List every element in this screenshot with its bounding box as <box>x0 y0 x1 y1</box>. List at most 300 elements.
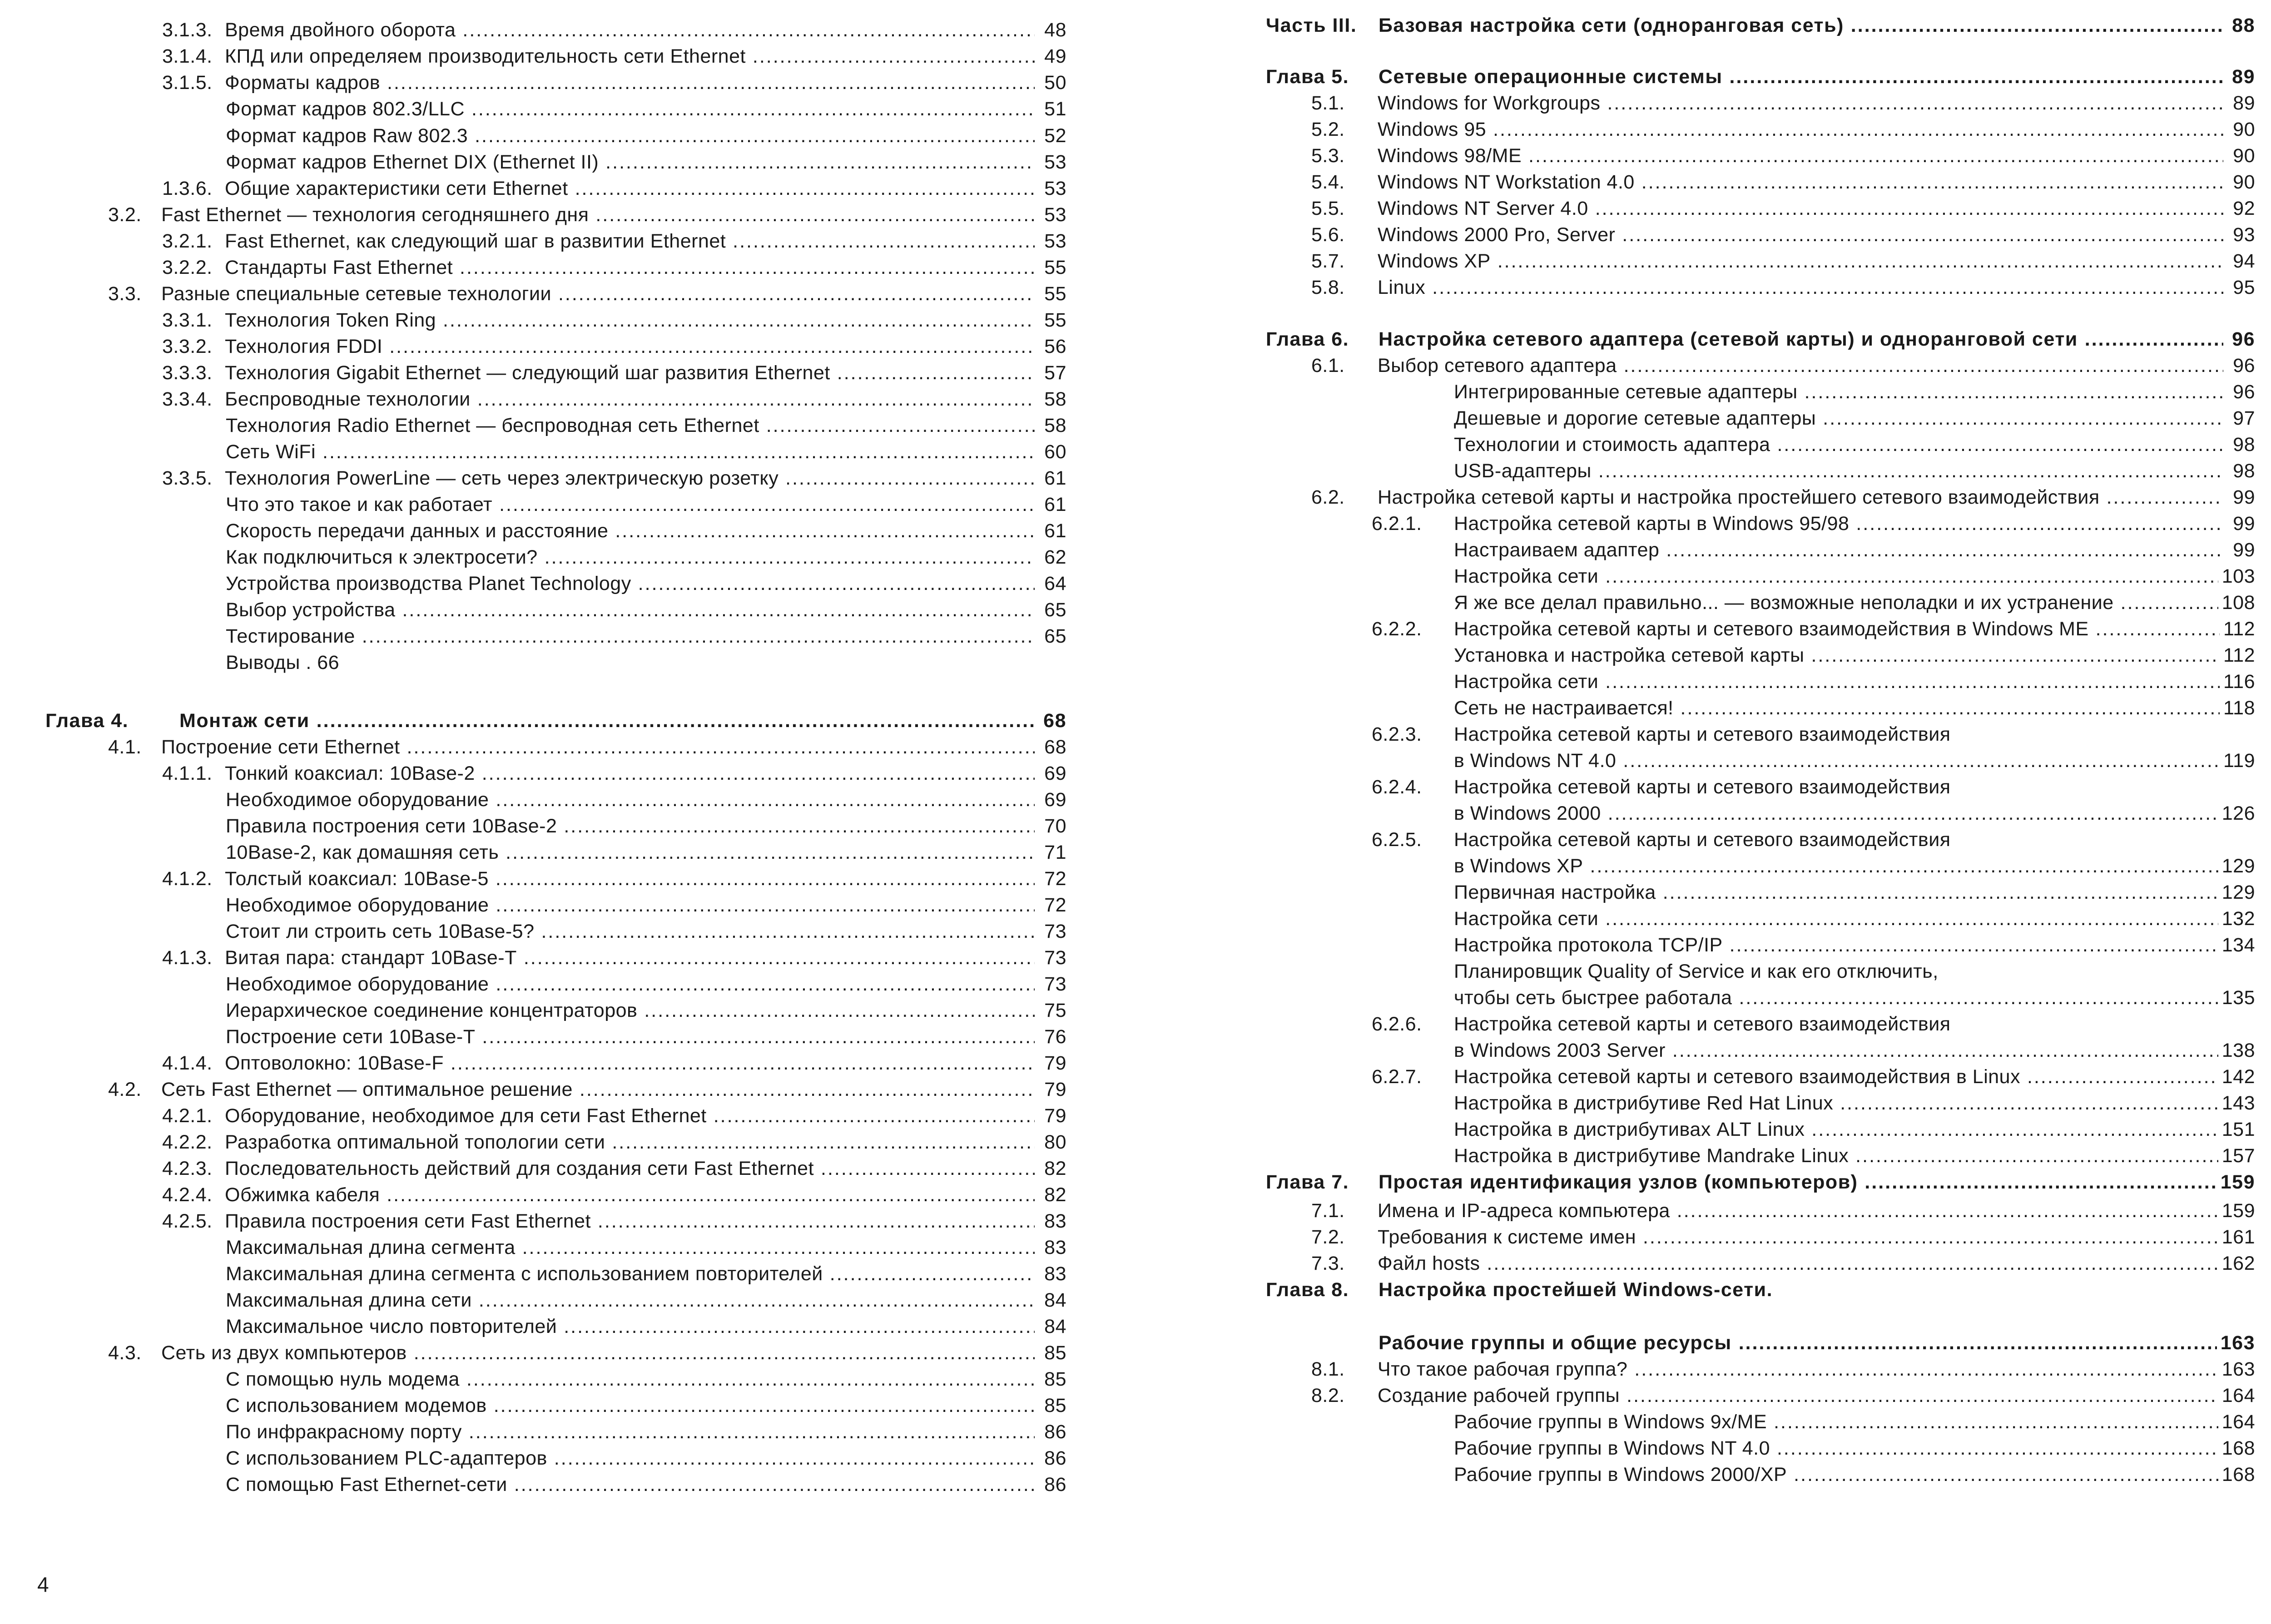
left-toc-entry <box>0 1103 1165 1129</box>
entry-page-number: 83 <box>1041 1208 1066 1234</box>
left-toc-entry <box>0 1313 1165 1340</box>
left-toc-entry <box>0 439 1165 465</box>
entry-page-number: 71 <box>1041 839 1066 866</box>
left-toc-entry <box>0 254 1165 281</box>
entry-title: Стандарты Fast Ethernet ..... <box>225 254 1035 281</box>
left-toc-entry <box>0 123 1165 149</box>
entry-page-number: 53 <box>1041 149 1066 175</box>
entry-title-wrap <box>225 69 1035 96</box>
entry-page-number: 65 <box>1041 623 1066 649</box>
entry-page-number: 52 <box>1041 123 1066 149</box>
right-toc-entry <box>1165 90 2271 116</box>
entry-title-wrap <box>225 43 1035 69</box>
entry-page-number: 99 <box>2229 510 2255 537</box>
left-toc-entry <box>0 997 1165 1024</box>
left-toc-entry <box>0 570 1165 597</box>
entry-page-number: 73 <box>1041 971 1066 997</box>
entry-page-number: 72 <box>1041 866 1066 892</box>
entry-title-wrap <box>1454 1435 2223 1461</box>
entry-page-number: 85 <box>1041 1340 1066 1366</box>
left-toc-entry <box>0 1234 1165 1261</box>
entry-title-wrap <box>1454 827 2223 853</box>
entry-page-number: 112 <box>2220 616 2255 642</box>
entry-title: Настройка сети ..... <box>1454 906 2223 932</box>
entry-page-number: 61 <box>1041 491 1066 518</box>
left-toc-entry <box>0 1366 1165 1392</box>
entry-title-wrap <box>1378 1356 2223 1382</box>
left-toc-entry <box>0 734 1165 760</box>
entry-page-number: 85 <box>1041 1392 1066 1419</box>
right-toc-entry <box>1165 484 2271 510</box>
entry-number: 5.6. <box>1311 224 1345 246</box>
entry-page-number: 55 <box>1041 254 1066 281</box>
entry-page-number: 118 <box>2220 695 2255 721</box>
right-toc-entry <box>1165 64 2271 90</box>
entry-title: Витая пара: стандарт 10Base-T ..... <box>225 945 1035 971</box>
left-toc-entry <box>0 787 1165 813</box>
right-toc-entry <box>1165 510 2271 537</box>
entry-number: 6.2. <box>1311 486 1345 508</box>
entry-title-wrap <box>1454 1143 2223 1169</box>
left-toc-entry <box>0 866 1165 892</box>
entry-page-number: 116 <box>2220 668 2255 695</box>
entry-title-wrap <box>225 386 1035 412</box>
left-toc-entry <box>0 1182 1165 1208</box>
left-toc-entry <box>0 597 1165 623</box>
left-toc-entry <box>0 69 1165 96</box>
right-toc-entry <box>1165 721 2271 748</box>
entry-page-number: 99 <box>2229 537 2255 563</box>
entry-title: Настройка сетевой карты в Windows 95/98 ..... <box>1454 510 2223 537</box>
entry-number: 3.2.2. <box>162 257 213 278</box>
entry-title: Настройка сетевой карты и настройка простейшего сетевого взаимодействия ..... <box>1378 484 2223 510</box>
left-toc-entry <box>0 1208 1165 1234</box>
entry-title-wrap <box>226 892 1035 918</box>
entry-title-wrap <box>1378 1277 2223 1303</box>
entry-title-wrap <box>225 175 1035 202</box>
entry-number: 5.3. <box>1311 145 1345 167</box>
entry-title-wrap <box>1378 12 2223 39</box>
left-toc-entry <box>0 1129 1165 1155</box>
left-toc-entry <box>0 465 1165 491</box>
entry-title-wrap <box>225 17 1035 43</box>
entry-number: Часть III. <box>1266 15 1357 36</box>
entry-page-number: 69 <box>1041 760 1066 787</box>
entry-title: Рабочие группы и общие ресурсы ..... <box>1378 1330 2223 1356</box>
entry-page-number: 112 <box>2220 642 2255 668</box>
entry-title: Создание рабочей группы ..... <box>1378 1382 2223 1409</box>
entry-title-wrap <box>1378 326 2223 352</box>
entry-title-wrap <box>226 1392 1035 1419</box>
entry-title: Настройка сетевой карты и сетевого взаимодействия <box>1454 1013 1951 1035</box>
left-toc-entry <box>0 1076 1165 1103</box>
entry-title-wrap <box>179 708 1035 734</box>
entry-title-wrap <box>225 866 1035 892</box>
entry-page-number: 55 <box>1041 307 1066 333</box>
entry-title-wrap <box>1378 1250 2223 1277</box>
entry-page-number: 64 <box>1041 570 1066 597</box>
entry-page-number: 96 <box>2228 326 2255 352</box>
right-toc-entry <box>1165 616 2271 642</box>
entry-title: Максимальная длина сегмента ..... <box>226 1234 1035 1261</box>
entry-page-number: 82 <box>1041 1182 1066 1208</box>
entry-title-wrap <box>1454 1409 2223 1435</box>
entry-page-number: 98 <box>2229 431 2255 458</box>
entry-title-wrap <box>226 96 1035 122</box>
entry-title-wrap <box>226 1287 1035 1313</box>
entry-title: Сеть Fast Ethernet — оптимальное решение ..... <box>161 1076 1035 1103</box>
right-toc-entry <box>1165 668 2271 695</box>
entry-title: Интегрированные сетевые адаптеры ..... <box>1454 379 2223 405</box>
entry-page-number: 159 <box>2217 1169 2255 1195</box>
entry-page-number: 57 <box>1041 360 1066 386</box>
left-toc-entry <box>0 1155 1165 1182</box>
entry-title: Иерархическое соединение концентраторов ..... <box>226 997 1035 1024</box>
entry-number: 5.8. <box>1311 277 1345 298</box>
entry-page-number: 79 <box>1041 1103 1066 1129</box>
entry-page-number: 92 <box>2229 195 2255 222</box>
entry-title: Сеть не настраивается! ..... <box>1454 695 2223 721</box>
entry-title: Время двойного оборота ..... <box>225 17 1035 43</box>
entry-title-wrap <box>226 570 1035 597</box>
right-toc-entry <box>1165 1011 2271 1037</box>
entry-title: Что это такое и как работает ..... <box>226 491 1035 518</box>
entry-title-wrap <box>1454 616 2223 642</box>
entry-number: 7.2. <box>1311 1226 1345 1248</box>
entry-page-number: 161 <box>2218 1224 2255 1250</box>
entry-page-number: 53 <box>1041 202 1066 228</box>
entry-title: Настройка сетевой карты и сетевого взаимодействия <box>1454 776 1951 798</box>
entry-number: 3.1.3. <box>162 19 213 41</box>
entry-page-number: 86 <box>1041 1445 1066 1471</box>
entry-title: Настраиваем адаптер ..... <box>1454 537 2223 563</box>
left-toc-entry <box>0 1419 1165 1445</box>
entry-title: Windows 2000 Pro, Server ..... <box>1378 222 2223 248</box>
entry-number: 4.2.3. <box>162 1158 213 1179</box>
entry-title-wrap <box>226 1419 1035 1445</box>
entry-number: 4.2.1. <box>162 1105 213 1127</box>
entry-page-number: 129 <box>2218 853 2255 879</box>
entry-number: 4.2.2. <box>162 1131 213 1153</box>
right-toc-entry <box>1165 774 2271 800</box>
entry-title-wrap <box>1378 116 2223 143</box>
entry-title: Правила построения сети Fast Ethernet ..... <box>225 1208 1035 1234</box>
entry-page-number: 94 <box>2229 248 2255 274</box>
left-toc-entry <box>0 281 1165 307</box>
entry-title: Настройка сети ..... <box>1454 563 2223 589</box>
left-toc-entry <box>0 491 1165 518</box>
entry-title: Планировщик Quality of Service и как его отключить, <box>1454 961 1939 982</box>
entry-title: С использованием модемов ..... <box>226 1392 1035 1419</box>
entry-number: 4.3. <box>108 1342 142 1364</box>
entry-title: Технология Gigabit Ethernet — следующий шаг развития Ethernet ..... <box>225 360 1035 386</box>
entry-title-wrap <box>226 1234 1035 1261</box>
right-toc-entry <box>1165 1409 2271 1435</box>
left-toc-entry <box>0 307 1165 333</box>
left-toc-entry <box>0 839 1165 866</box>
entry-title: Последовательность действий для создания сети Fast Ethernet ..... <box>225 1155 1035 1182</box>
entry-page-number: 138 <box>2218 1037 2255 1064</box>
entry-title: Максимальная длина сегмента с использованием повторителей ..... <box>226 1261 1035 1287</box>
entry-title-wrap <box>226 597 1035 623</box>
entry-number: 4.1.4. <box>162 1052 213 1074</box>
entry-title: Необходимое оборудование ..... <box>226 787 1035 813</box>
left-toc-entry <box>0 918 1165 945</box>
right-toc-entry <box>1165 12 2271 39</box>
entry-title: Windows 95 ..... <box>1378 116 2223 143</box>
entry-number: 3.3.3. <box>162 362 213 384</box>
entry-number: 6.2.3. <box>1372 723 1422 745</box>
entry-title-wrap <box>1454 932 2223 958</box>
entry-page-number: 168 <box>2218 1435 2255 1461</box>
entry-title: Технология PowerLine — сеть через электрическую розетку ..... <box>225 465 1035 491</box>
entry-title: в Windows XP ..... <box>1454 853 2223 879</box>
right-toc-entry <box>1165 932 2271 958</box>
entry-page-number: 61 <box>1041 465 1066 491</box>
left-toc-entry <box>0 1471 1165 1498</box>
right-toc-entry <box>1165 1037 2271 1064</box>
entry-title-wrap <box>225 333 1035 360</box>
entry-title-wrap <box>1454 1037 2223 1064</box>
entry-title-wrap <box>1454 1090 2223 1116</box>
right-toc-entry <box>1165 748 2271 774</box>
right-toc-entry <box>1165 1064 2271 1090</box>
entry-number: Глава 5. <box>1266 66 1349 88</box>
entry-title: Технологии и стоимость адаптера ..... <box>1454 431 2223 458</box>
entry-title: Формат кадров Ethernet DIX (Ethernet II) ..... <box>226 149 1035 175</box>
entry-page-number: 82 <box>1041 1155 1066 1182</box>
entry-title-wrap <box>225 1103 1035 1129</box>
left-toc-entry <box>0 202 1165 228</box>
right-toc-entry <box>1165 458 2271 484</box>
right-toc-entry <box>1165 1198 2271 1224</box>
entry-title: Рабочие группы в Windows 9x/ME ..... <box>1454 1409 2223 1435</box>
right-toc-entry <box>1165 379 2271 405</box>
entry-title-wrap <box>1454 668 2223 695</box>
entry-title-wrap <box>1454 589 2223 616</box>
entry-page-number: 162 <box>2218 1250 2255 1277</box>
entry-title: Правила построения сети 10Base-2 ..... <box>226 813 1035 839</box>
entry-page-number: 79 <box>1041 1076 1066 1103</box>
entry-title: Сеть WiFi ..... <box>226 439 1035 465</box>
left-toc-entry <box>0 1445 1165 1471</box>
left-toc-entry <box>0 175 1165 202</box>
entry-title-wrap <box>225 1208 1035 1234</box>
entry-title: Windows for Workgroups ..... <box>1378 90 2223 116</box>
right-toc-entry <box>1165 248 2271 274</box>
entry-title: Windows XP ..... <box>1378 248 2223 274</box>
left-toc-entry <box>0 1287 1165 1313</box>
entry-title-wrap <box>1378 1224 2223 1250</box>
entry-title: Что такое рабочая группа? ..... <box>1378 1356 2223 1382</box>
entry-title: USB-адаптеры ..... <box>1454 458 2223 484</box>
entry-title-wrap <box>1454 642 2223 668</box>
entry-title-wrap <box>1454 510 2223 537</box>
entry-title-wrap <box>1454 537 2223 563</box>
entry-title: С помощью Fast Ethernet-сети ..... <box>226 1471 1035 1498</box>
entry-title: Обжимка кабеля ..... <box>225 1182 1035 1208</box>
entry-number: 3.3.5. <box>162 467 213 489</box>
right-toc-entry <box>1165 222 2271 248</box>
entry-page-number: 56 <box>1041 333 1066 360</box>
entry-title-wrap <box>1454 774 2223 800</box>
entry-title-wrap <box>225 465 1035 491</box>
entry-number: 6.2.2. <box>1372 618 1422 640</box>
entry-title-wrap <box>1454 458 2223 484</box>
entry-title: С использованием PLC-адаптеров ..... <box>226 1445 1035 1471</box>
entry-page-number: 70 <box>1041 813 1066 839</box>
entry-title-wrap <box>1378 1330 2223 1356</box>
entry-page-number: 96 <box>2229 379 2255 405</box>
right-toc-entry <box>1165 274 2271 301</box>
right-toc-entry <box>1165 1250 2271 1277</box>
entry-title-wrap <box>161 1340 1035 1366</box>
entry-title-wrap <box>1454 721 2223 748</box>
left-toc-entry <box>0 333 1165 360</box>
entry-title-wrap <box>225 760 1035 787</box>
entry-title: в Windows 2000 ..... <box>1454 800 2223 827</box>
entry-title: Настройка сетевой карты и сетевого взаимодействия в Linux ..... <box>1454 1064 2223 1090</box>
left-toc-entry <box>0 386 1165 412</box>
entry-page-number: 90 <box>2229 116 2255 143</box>
entry-number: 6.2.4. <box>1372 776 1422 798</box>
entry-number: Глава 4. <box>45 710 129 732</box>
entry-page-number: 143 <box>2218 1090 2255 1116</box>
entry-page-number: 58 <box>1041 386 1066 412</box>
entry-page-number: 90 <box>2229 143 2255 169</box>
entry-number: 4.1.2. <box>162 868 213 890</box>
entry-number: 5.5. <box>1311 198 1345 219</box>
right-toc-entry <box>1165 1435 2271 1461</box>
entry-page-number: 62 <box>1041 544 1066 570</box>
entry-title: Необходимое оборудование ..... <box>226 892 1035 918</box>
right-toc-entry <box>1165 169 2271 195</box>
entry-title: Fast Ethernet — технология сегодняшнего дня ..... <box>161 202 1035 228</box>
entry-number: 7.1. <box>1311 1200 1345 1222</box>
entry-number: 6.2.1. <box>1372 513 1422 535</box>
entry-number: 3.3. <box>108 283 142 305</box>
entry-page-number: 151 <box>2218 1116 2255 1143</box>
entry-page-number: 142 <box>2218 1064 2255 1090</box>
entry-title-wrap <box>225 228 1035 254</box>
right-toc-entry <box>1165 1143 2271 1169</box>
entry-title-wrap <box>226 1366 1035 1392</box>
entry-page-number: 126 <box>2218 800 2255 827</box>
entry-title-wrap <box>1454 748 2223 774</box>
entry-page-number: 76 <box>1041 1024 1066 1050</box>
right-toc-entry <box>1165 352 2271 379</box>
entry-page-number: 157 <box>2218 1143 2255 1169</box>
entry-title-wrap <box>1378 274 2223 301</box>
left-toc-entry <box>0 649 1165 676</box>
entry-title-wrap <box>226 439 1035 465</box>
entry-page-number: 96 <box>2229 352 2255 379</box>
right-toc-entry <box>1165 827 2271 853</box>
entry-title-wrap <box>1378 1169 2223 1195</box>
entry-title: Форматы кадров ..... <box>225 69 1035 96</box>
entry-page-number: 69 <box>1041 787 1066 813</box>
entry-title: Тонкий коаксиал: 10Base-2 ..... <box>225 760 1035 787</box>
right-toc-entry <box>1165 906 2271 932</box>
entry-title-wrap <box>225 1129 1035 1155</box>
entry-title: Разные специальные сетевые технологии ..... <box>161 281 1035 307</box>
entry-title: Общие характеристики сети Ethernet ..... <box>225 175 1035 202</box>
entry-title: Сетевые операционные системы ..... <box>1378 64 2223 90</box>
right-toc-entry <box>1165 1169 2271 1195</box>
entry-title: Простая идентификация узлов (компьютеров) ..... <box>1378 1169 2223 1195</box>
entry-number: 3.1.5. <box>162 72 213 94</box>
entry-title-wrap <box>1378 484 2223 510</box>
entry-title-wrap <box>161 734 1035 760</box>
right-toc-entry <box>1165 431 2271 458</box>
entry-title: Fast Ethernet, как следующий шаг в развитии Ethernet ..... <box>225 228 1035 254</box>
entry-page-number: 164 <box>2218 1409 2255 1435</box>
entry-title: Технология Token Ring ..... <box>225 307 1035 333</box>
right-toc-entry <box>1165 1090 2271 1116</box>
entry-page-number: 75 <box>1041 997 1066 1024</box>
entry-title: Выбор сетевого адаптера ..... <box>1378 352 2223 379</box>
left-toc-entry <box>0 412 1165 439</box>
entry-title: Рабочие группы в Windows 2000/XP ..... <box>1454 1461 2223 1488</box>
entry-title-wrap <box>1378 352 2223 379</box>
right-toc-entry <box>1165 879 2271 906</box>
right-toc-entry <box>1165 537 2271 563</box>
entry-page-number: 83 <box>1041 1261 1066 1287</box>
entry-title-wrap <box>225 307 1035 333</box>
right-toc-entry <box>1165 143 2271 169</box>
entry-page-number: 53 <box>1041 228 1066 254</box>
entry-title-wrap <box>1454 906 2223 932</box>
right-toc-entry <box>1165 1224 2271 1250</box>
entry-title: Необходимое оборудование ..... <box>226 971 1035 997</box>
right-toc-entry <box>1165 1116 2271 1143</box>
entry-page-number: 99 <box>2229 484 2255 510</box>
entry-title: Построение сети 10Base-T ..... <box>226 1024 1035 1050</box>
entry-page-number: 86 <box>1041 1419 1066 1445</box>
entry-number: 3.2. <box>108 204 142 226</box>
entry-title-wrap <box>1454 958 2223 985</box>
entry-title-wrap <box>225 1050 1035 1076</box>
entry-page-number: 83 <box>1041 1234 1066 1261</box>
entry-page-number: 132 <box>2218 906 2255 932</box>
entry-title: Дешевые и дорогие сетевые адаптеры ..... <box>1454 405 2223 431</box>
entry-title: Толстый коаксиал: 10Base-5 ..... <box>225 866 1035 892</box>
entry-page-number: 85 <box>1041 1366 1066 1392</box>
entry-page-number: 58 <box>1041 412 1066 439</box>
entry-title: Настройка протокола TCP/IP ..... <box>1454 932 2223 958</box>
left-toc-entry <box>0 360 1165 386</box>
entry-number: 4.2.4. <box>162 1184 213 1206</box>
left-toc-entry <box>0 1050 1165 1076</box>
entry-title: Windows 98/ME ..... <box>1378 143 2223 169</box>
entry-title-wrap <box>226 518 1035 544</box>
entry-title-wrap <box>225 1182 1035 1208</box>
entry-title: Windows NT Workstation 4.0 ..... <box>1378 169 2223 195</box>
entry-page-number: 51 <box>1041 96 1066 122</box>
entry-title-wrap <box>1454 800 2223 827</box>
entry-title: Технология Radio Ethernet — беспроводная сеть Ethernet ..... <box>226 412 1035 439</box>
left-toc-entry <box>0 518 1165 544</box>
entry-title-wrap <box>226 787 1035 813</box>
entry-title: Настройка в дистрибутиве Mandrake Linux ..... <box>1454 1143 2223 1169</box>
entry-number: 6.2.5. <box>1372 829 1422 851</box>
entry-number: 1.3.6. <box>162 178 213 199</box>
entry-page-number: 108 <box>2218 589 2255 616</box>
left-toc-entry <box>0 17 1165 43</box>
right-toc-entry <box>1165 195 2271 222</box>
entry-title: Настройка сетевой карты и сетевого взаимодействия <box>1454 829 1951 851</box>
entry-page-number: 135 <box>2218 985 2255 1011</box>
